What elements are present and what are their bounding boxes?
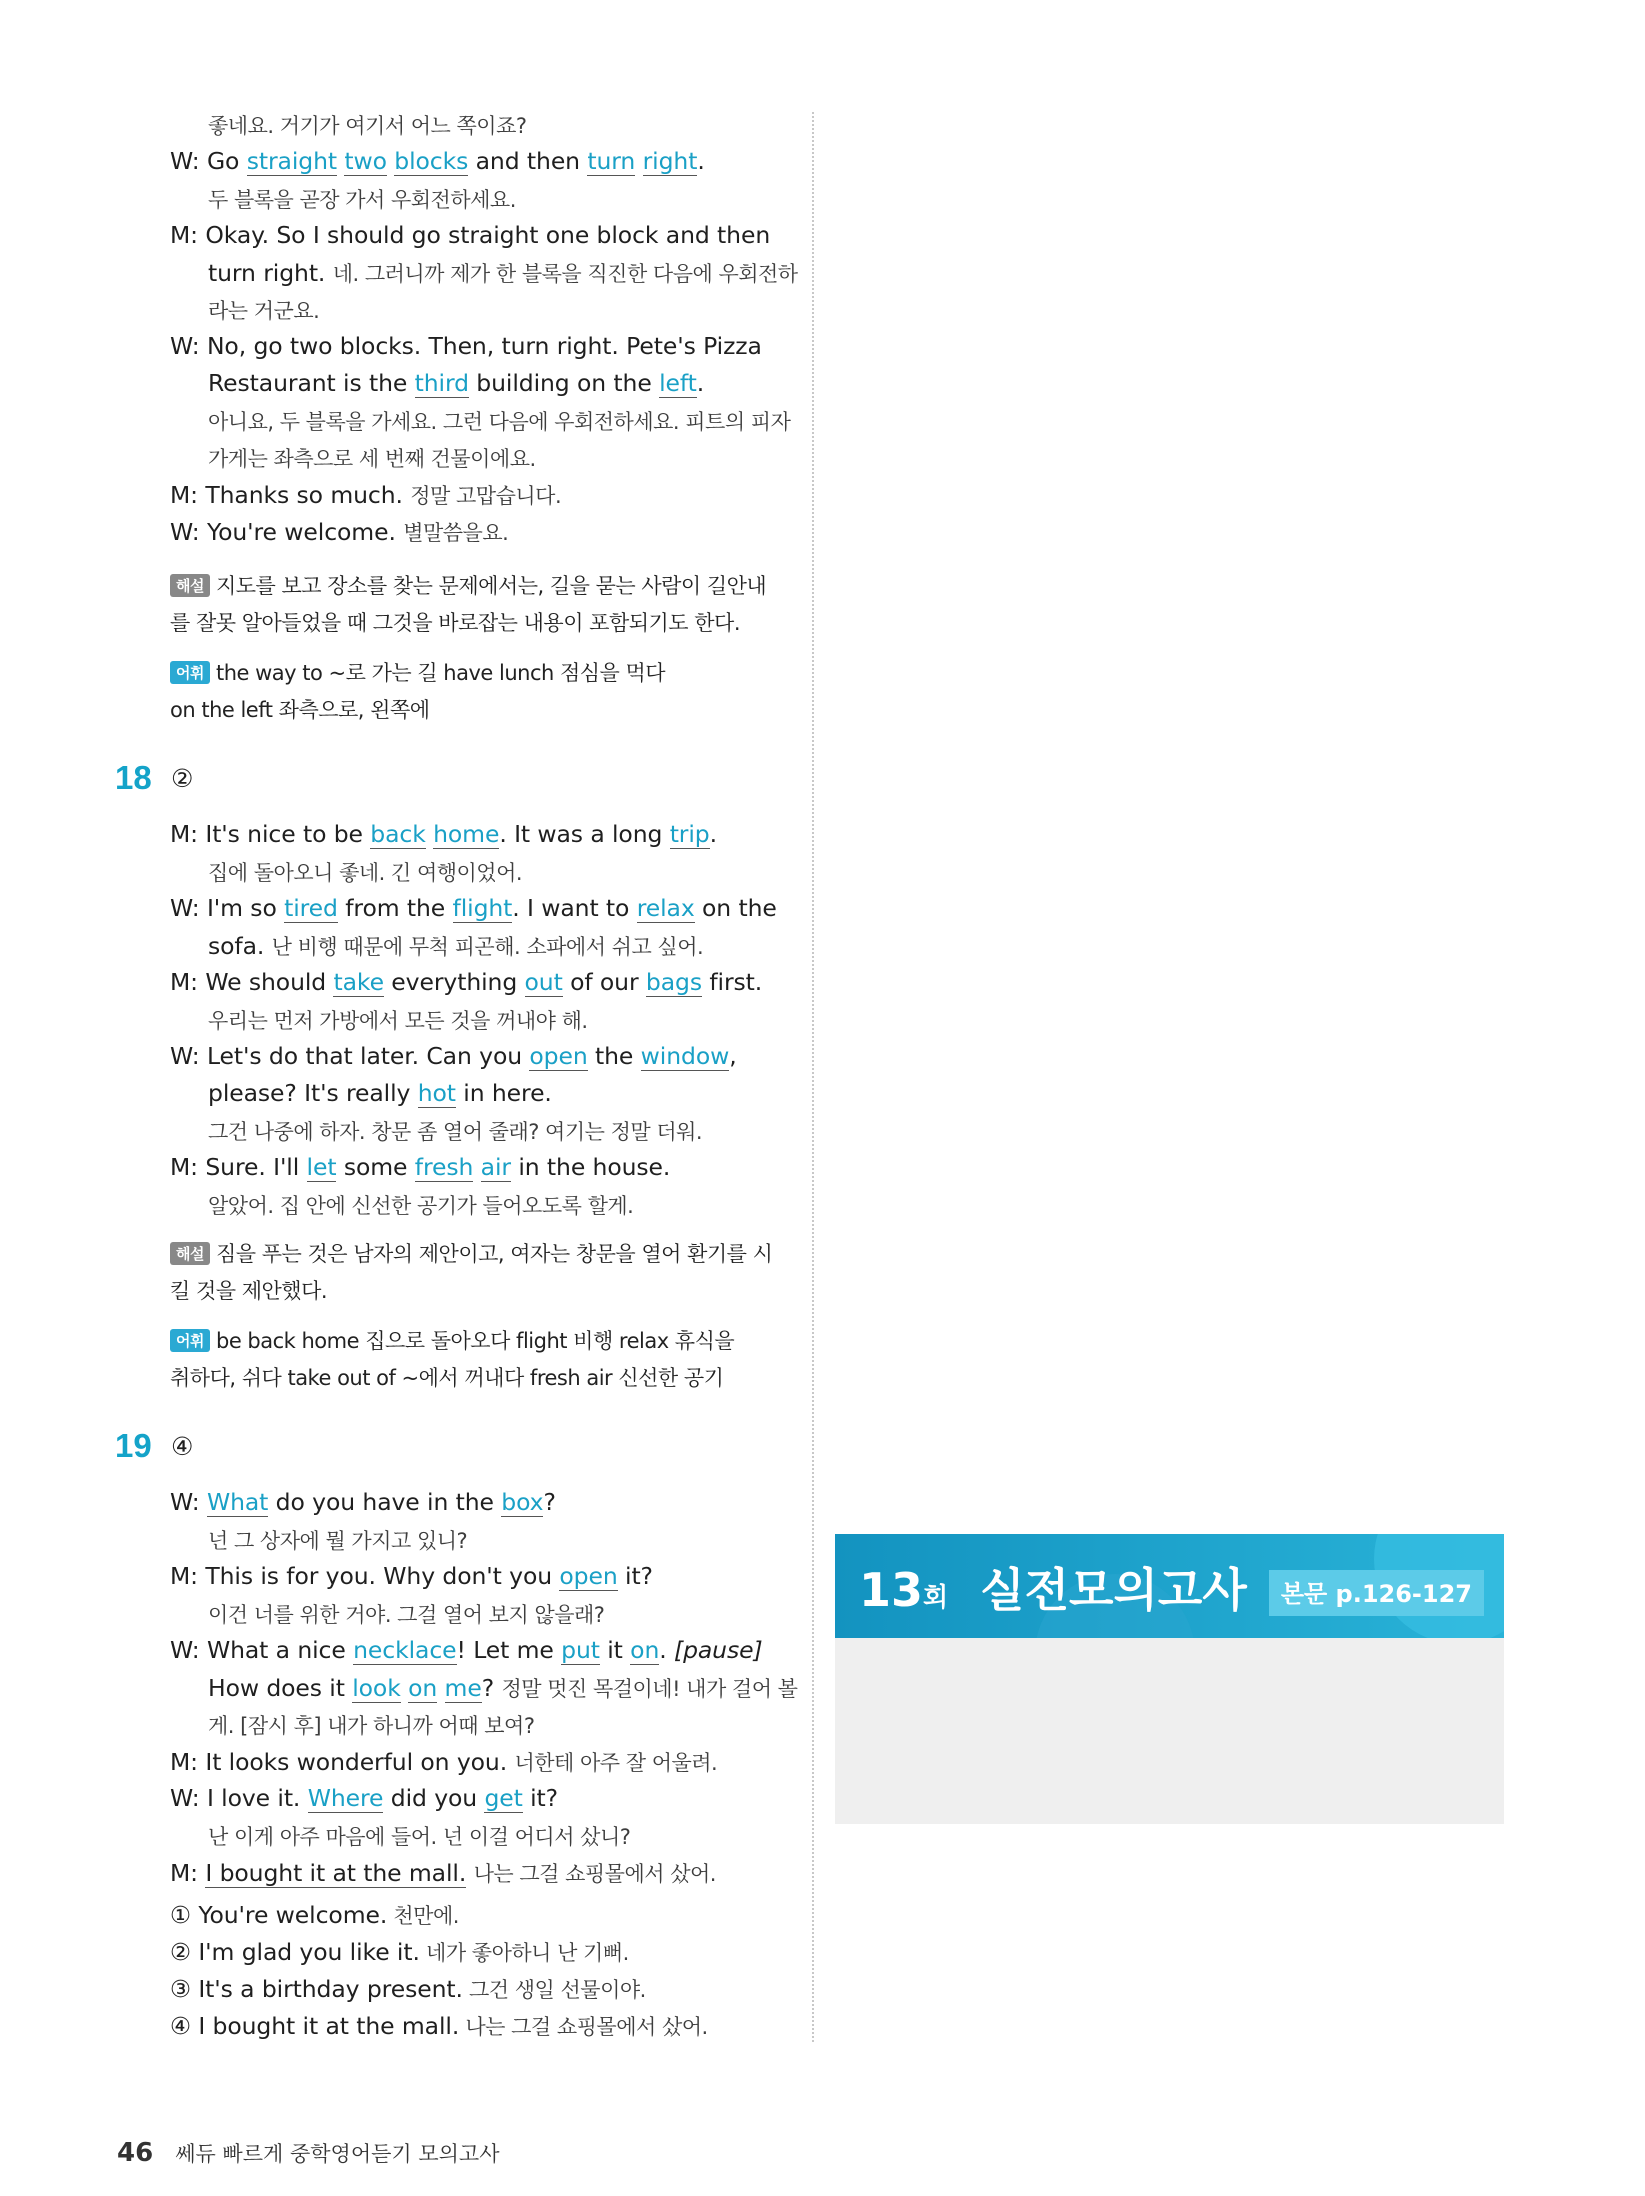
explanation-line xyxy=(170,607,740,637)
vocab-tag: 어휘 xyxy=(170,661,210,684)
dialogue-text xyxy=(401,1674,408,1702)
translation-line: 그건 나중에 하자. 창문 좀 열어 줄래? 여기는 정말 더워. xyxy=(208,1120,703,1144)
dialogue-text: W: xyxy=(170,1488,207,1516)
dialogue-line xyxy=(170,480,561,510)
dialogue-text: How does it xyxy=(208,1674,353,1702)
translation-text: 정말 멋진 목걸이네! 내가 걸어 볼 xyxy=(501,1677,798,1701)
blank-answer: third xyxy=(414,369,469,397)
dialogue-text: please? It's really xyxy=(208,1079,418,1107)
translation-text: 나는 그걸 쇼핑몰에서 샀어. xyxy=(473,1862,716,1886)
dialogue-text: Restaurant is the xyxy=(208,369,415,397)
blank-answer: let xyxy=(306,1153,337,1181)
dialogue-text: on the xyxy=(694,894,777,922)
translation-text: 너한테 아주 잘 어울려. xyxy=(514,1751,718,1775)
blank-answer: air xyxy=(480,1153,511,1181)
dialogue-line xyxy=(170,1784,558,1812)
note-text: on the left 좌측으로, 왼쪽에 xyxy=(170,698,430,722)
dialogue-text: M: Okay. So I should go straight one block and then xyxy=(170,221,771,249)
dialogue-text: do you have in the xyxy=(268,1488,502,1516)
translation-line: 알았어. 집 안에 신선한 공기가 들어오도록 할게. xyxy=(208,1194,634,1218)
dialogue-line xyxy=(170,1858,716,1888)
dialogue-text: . xyxy=(709,820,717,848)
blank-answer: Where xyxy=(307,1784,384,1812)
dialogue-text: W: Let's do that later. Can you xyxy=(170,1042,530,1070)
vocab-tag: 어휘 xyxy=(170,1329,210,1352)
option-number: ① xyxy=(170,1901,199,1929)
option-number: ④ xyxy=(170,2012,199,2040)
blank-answer: What xyxy=(206,1488,269,1516)
dialogue-line xyxy=(170,517,508,547)
option-translation: 나는 그걸 쇼핑몰에서 샀어. xyxy=(459,2015,708,2039)
dialogue-text: M: We should xyxy=(170,968,334,996)
dialogue-text: . It was a long xyxy=(499,820,670,848)
dialogue-text xyxy=(466,1859,473,1887)
option-text: I'm glad you like it. xyxy=(198,1938,420,1966)
dialogue-text: W: You're welcome. xyxy=(170,518,404,546)
blank-answer: put xyxy=(561,1636,600,1664)
blank-answer: fresh xyxy=(414,1153,474,1181)
answer-option xyxy=(170,2011,708,2041)
dialogue-text: of our xyxy=(562,968,646,996)
dialogue-line xyxy=(170,1636,763,1664)
question-number: 19 xyxy=(115,1427,152,1464)
dialogue-text: W: No, go two blocks. Then, turn right. Pete's Pizza xyxy=(170,332,762,360)
translation-line: 좋네요. 거기가 여기서 어느 쪽이죠? xyxy=(208,114,527,138)
dialogue-text: ? xyxy=(543,1488,556,1516)
dialogue-line xyxy=(170,1562,653,1590)
note-text: 지도를 보고 장소를 찾는 문제에서는, 길을 묻는 사람이 길안내 xyxy=(215,574,767,598)
dialogue-text: some xyxy=(336,1153,415,1181)
vocab-line xyxy=(170,657,665,687)
dialogue-text: sofa. xyxy=(208,932,272,960)
dialogue-text: . I want to xyxy=(512,894,637,922)
translation-line: 우리는 먼저 가방에서 모든 것을 꺼내야 해. xyxy=(208,1009,588,1033)
blank-answer: two xyxy=(344,147,387,175)
blank-answer: relax xyxy=(636,894,695,922)
dialogue-text: ! Let me xyxy=(456,1636,562,1664)
answer-option xyxy=(170,1900,459,1930)
dialogue-text: , xyxy=(729,1042,737,1070)
dialogue-line xyxy=(170,1747,717,1777)
option-text: I bought it at the mall. xyxy=(198,2012,460,2040)
dialogue-line xyxy=(170,221,770,249)
banner-title: 13회 실전모의고사 xyxy=(859,1563,1247,1617)
dialogue-line xyxy=(170,1488,556,1516)
dialogue-line xyxy=(170,1042,737,1070)
option-translation: 천만에. xyxy=(387,1904,459,1928)
explanation-line xyxy=(170,1275,327,1305)
dialogue-text: W: What a nice xyxy=(170,1636,354,1664)
blank-answer: get xyxy=(484,1784,523,1812)
dialogue-text: in here. xyxy=(455,1079,552,1107)
blank-answer: open xyxy=(529,1042,588,1070)
translation-text: 정말 고맙습니다. xyxy=(410,484,562,508)
dialogue-text: turn right. xyxy=(208,259,333,287)
answer-key xyxy=(835,1638,1504,1824)
dialogue-text: . xyxy=(659,1636,674,1664)
translation-line: 집에 돌아오니 좋네. 긴 여행이었어. xyxy=(208,861,523,885)
note-text: be back home 집으로 돌아오다 flight 비행 relax 휴식을 xyxy=(215,1329,735,1353)
dialogue-text xyxy=(473,1153,480,1181)
dialogue-line xyxy=(170,968,762,996)
option-number: ③ xyxy=(170,1975,199,2003)
blank-answer: straight xyxy=(246,147,337,175)
answer-option xyxy=(170,1974,646,2004)
question-answer: ② xyxy=(171,764,194,793)
vocab-line xyxy=(170,1325,734,1355)
dialogue-text: in the house. xyxy=(510,1153,671,1181)
dialogue-text: M: xyxy=(170,1859,206,1887)
dialogue-text: M: Sure. I'll xyxy=(170,1153,307,1181)
dialogue-line xyxy=(170,147,705,175)
explanation-line xyxy=(170,570,766,600)
dialogue-text: . xyxy=(696,369,705,397)
dialogue-text xyxy=(437,1674,444,1702)
note-text: 짐을 푸는 것은 남자의 제안이고, 여자는 창문을 열어 환기를 시 xyxy=(215,1242,773,1266)
note-text: 취하다, 쉬다 take out of ~에서 꺼내다 fresh air 신선한 공기 xyxy=(170,1366,724,1390)
dialogue-line xyxy=(170,332,762,360)
dialogue-line xyxy=(208,1079,552,1107)
dialogue-line xyxy=(208,258,798,288)
translation-line: 두 블록을 곧장 가서 우회전하세요. xyxy=(208,188,516,212)
blank-answer: turn xyxy=(587,147,636,175)
dialogue-line xyxy=(170,1153,670,1181)
note-text: 킬 것을 제안했다. xyxy=(170,1279,328,1303)
translation-line: 넌 그 상자에 뭘 가지고 있니? xyxy=(208,1529,468,1553)
page-footer xyxy=(117,2138,500,2168)
option-translation: 네가 좋아하니 난 기뻐. xyxy=(419,1941,629,1965)
dialogue-line xyxy=(170,820,717,848)
dialogue-text: . xyxy=(697,147,705,175)
translation-text: 네. 그러니까 제가 한 블록을 직진한 다음에 우회전하 xyxy=(332,262,798,286)
translation-line: 이건 너를 위한 거야. 그걸 열어 보지 않을래? xyxy=(208,1603,605,1627)
page-number: 46 xyxy=(117,2138,154,2168)
translation-text: 난 비행 때문에 무척 피곤해. 소파에서 쉬고 싶어. xyxy=(271,935,704,959)
blank-answer: blocks xyxy=(394,147,469,175)
dialogue-text: it? xyxy=(617,1562,653,1590)
vocab-line xyxy=(170,1362,723,1392)
dialogue-line xyxy=(208,1673,797,1703)
blank-answer: home xyxy=(433,820,500,848)
blank-answer: flight xyxy=(452,894,513,922)
dialogue-text: it xyxy=(599,1636,631,1664)
note-text: 를 잘못 알아들었을 때 그것을 바로잡는 내용이 포함되기도 한다. xyxy=(170,611,741,635)
dialogue-text: from the xyxy=(337,894,453,922)
blank-answer: on xyxy=(408,1674,438,1702)
blank-answer: on xyxy=(630,1636,660,1664)
blank-answer: tired xyxy=(284,894,338,922)
translation-line: 라는 거군요. xyxy=(208,299,320,323)
explanation-tag: 해설 xyxy=(170,574,210,597)
note-text: the way to ~로 가는 길 have lunch 점심을 먹다 xyxy=(215,661,666,685)
dialogue-text: ? xyxy=(481,1674,502,1702)
translation-line: 가게는 좌측으로 세 번째 건물이에요. xyxy=(208,447,536,471)
translation-text: 별말씀을요. xyxy=(403,521,509,545)
option-text: It's a birthday present. xyxy=(198,1975,463,2003)
dialogue-line xyxy=(208,369,704,397)
blank-answer: out xyxy=(524,968,563,996)
dialogue-text: M: It's nice to be xyxy=(170,820,371,848)
dialogue-text: and then xyxy=(468,147,588,175)
blank-answer: right xyxy=(642,147,698,175)
blank-answer: me xyxy=(444,1674,482,1702)
option-text: You're welcome. xyxy=(198,1901,388,1929)
dialogue-text: building on the xyxy=(468,369,660,397)
dialogue-text: W: Go xyxy=(170,147,247,175)
answer-option xyxy=(170,1937,629,1967)
dialogue-line xyxy=(208,931,703,961)
blank-answer: box xyxy=(501,1488,544,1516)
translation-line: 게. [잠시 후] 내가 하니까 어때 보여? xyxy=(208,1714,535,1738)
blank-answer: necklace xyxy=(353,1636,457,1664)
question-number: 18 xyxy=(115,759,152,796)
option-number: ② xyxy=(170,1938,199,1966)
dialogue-text: M: It looks wonderful on you. xyxy=(170,1748,515,1776)
column-divider xyxy=(812,112,814,2042)
blank-answer: window xyxy=(640,1042,730,1070)
dialogue-text: did you xyxy=(383,1784,485,1812)
blank-answer: trip xyxy=(669,820,710,848)
translation-line: 아니요, 두 블록을 가세요. 그런 다음에 우회전하세요. 피트의 피자 xyxy=(208,410,791,434)
dialogue-text: the xyxy=(587,1042,641,1070)
dialogue-text: M: This is for you. Why don't you xyxy=(170,1562,560,1590)
blank-answer: left xyxy=(659,369,697,397)
dialogue-text: M: Thanks so much. xyxy=(170,481,411,509)
blank-answer: open xyxy=(559,1562,618,1590)
blank-answer: back xyxy=(370,820,426,848)
dialogue-text: W: I'm so xyxy=(170,894,285,922)
dialogue-text: it? xyxy=(522,1784,559,1812)
test-banner xyxy=(835,1534,1504,1638)
explanation-tag: 해설 xyxy=(170,1242,210,1265)
translation-line: 난 이게 아주 마음에 들어. 넌 이걸 어디서 샀니? xyxy=(208,1825,631,1849)
blank-answer: take xyxy=(333,968,384,996)
option-translation: 그건 생일 선물이야. xyxy=(462,1978,646,2002)
vocab-line xyxy=(170,694,430,724)
dialogue-text: first. xyxy=(702,968,763,996)
dialogue-text xyxy=(635,147,642,175)
answer-underline: I bought it at the mall. xyxy=(205,1859,467,1887)
blank-answer: look xyxy=(352,1674,401,1702)
explanation-line xyxy=(170,1238,772,1268)
dialogue-text: W: I love it. xyxy=(170,1784,308,1812)
dialogue-text: everything xyxy=(383,968,525,996)
blank-answer: hot xyxy=(417,1079,456,1107)
page-reference: 본문 p.126-127 xyxy=(1269,1570,1484,1616)
stage-direction: [pause] xyxy=(674,1636,763,1664)
dialogue-line xyxy=(170,894,777,922)
blank-answer: bags xyxy=(645,968,702,996)
dialogue-text xyxy=(426,820,433,848)
question-answer: ④ xyxy=(171,1432,194,1461)
book-title: 쎄듀 빠르게 중학영어듣기 모의고사 xyxy=(175,2142,500,2166)
